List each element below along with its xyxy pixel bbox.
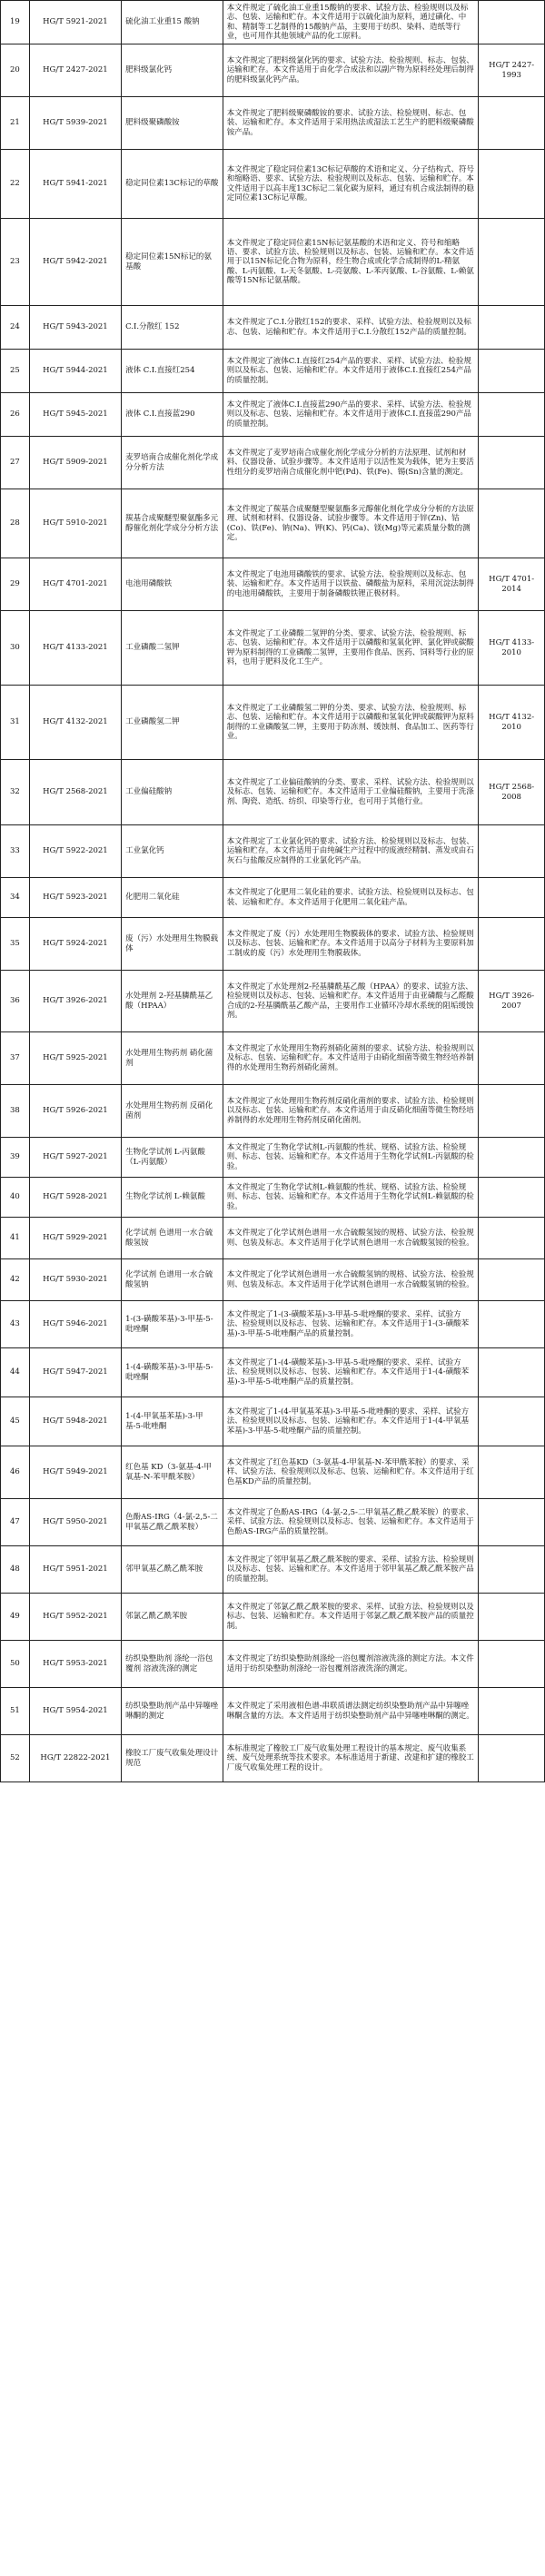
row-number: 30	[1, 611, 30, 686]
standard-name: 羰基合成聚醚型聚氨酯多元醇催化剂化学成分分析方法	[122, 489, 223, 558]
replaced-standard	[479, 1499, 545, 1546]
standard-scope: 本文件规定了工业磷酸二氢钾的分类、要求、试验方法、检验规则、标志、包装、运输和贮存。本文件适用于以磷酸和氢氧化钾、氯化钾或碳酸钾为原料制得的工业磷酸二氢钾，主要用作食品、医药、饲料等行业的原料，也用于肥料及化工生产。	[223, 611, 479, 686]
row-number: 43	[1, 1301, 30, 1348]
replaced-standard	[479, 97, 545, 150]
replaced-standard	[479, 1259, 545, 1301]
standard-number: HG/T 5947-2021	[29, 1348, 121, 1397]
replaced-standard: HG/T 4701-2014	[479, 558, 545, 611]
row-number: 36	[1, 971, 30, 1032]
table-row	[1, 1259, 545, 1301]
standard-scope: 本文件规定了麦罗培南合成催化剂化学成分分析的方法原理、试剂和材料、仪器设备、试验步骤等。本文件适用于以活性炭为载体，钯为主要活性组分的麦罗培南合成催化剂中钯(Pd)、铁(Fe)、锡(Sn)含量的测定。	[223, 437, 479, 489]
standard-name: 工业偏硅酸钠	[122, 760, 223, 825]
table-row	[1, 393, 545, 437]
replaced-standard	[479, 1218, 545, 1259]
table-row	[1, 489, 545, 558]
standard-name: 色酚AS-IRG（4-氯-2,5-二甲氧基乙酰乙酰苯胺）	[122, 1499, 223, 1546]
table-row	[1, 1348, 545, 1397]
standard-name: 纺织染整助剂产品中异噻唑啉酮的测定	[122, 1688, 223, 1735]
standard-name: 稳定同位素13C标记的草酸	[122, 150, 223, 219]
standard-number: HG/T 5944-2021	[29, 350, 121, 393]
table-row	[1, 1641, 545, 1688]
table-row	[1, 918, 545, 971]
standard-scope: 本文件规定了稳定同位素15N标记氨基酸的术语和定义、符号和缩略语、要求、试验方法、检验规则以及标志、包装、运输和贮存。本文件适用于以15N标记化合物为原料，经生物合成或化学合成制得的L-精氨酸、L-丙氨酸、L-天冬氨酸、L-亮氨酸、L-苯丙氨酸、L-谷氨酸、L-赖氨酸等15N标记氨基酸。	[223, 219, 479, 306]
table-row	[1, 437, 545, 489]
table-row	[1, 1446, 545, 1499]
table-row	[1, 219, 545, 306]
replaced-standard	[479, 1178, 545, 1218]
standard-name: 水处理用生物药剂 硝化菌剂	[122, 1032, 223, 1085]
row-number: 40	[1, 1178, 30, 1218]
table-row	[1, 44, 545, 97]
table-row	[1, 350, 545, 393]
standard-name: 肥料级氯化钙	[122, 44, 223, 97]
standard-scope: 本文件规定了废（污）水处理用生物膜载体的要求、试验方法、检验规则以及标志、包装、运输和贮存。本文件适用于以高分子材料为主要原料加工制成的废（污）水处理用生物膜载体。	[223, 918, 479, 971]
standard-name: 硫化油工业重15 酸钠	[122, 1, 223, 44]
standard-name: 液体 C.I.直接蓝290	[122, 393, 223, 437]
standard-number: HG/T 2568-2021	[29, 760, 121, 825]
table-row	[1, 971, 545, 1032]
standard-number: HG/T 2427-2021	[29, 44, 121, 97]
standard-scope: 本文件规定了化学试剂色谱用一水合硫酸氢铵的规格、试验方法、检验规则、包装及标志。本文件适用于化学试剂色谱用一水合硫酸氢铵的检验。	[223, 1218, 479, 1259]
standard-number: HG/T 5948-2021	[29, 1397, 121, 1446]
row-number: 49	[1, 1594, 30, 1641]
standard-name: 水处理用生物药剂 反硝化菌剂	[122, 1085, 223, 1138]
standard-scope: 本文件规定了邻甲氧基乙酰乙酰苯胺的要求、采样、试验方法、检验规则以及标志、包装、运输和贮存。本文件适用于邻甲氧基乙酰乙酰苯胺产品的质量控制。	[223, 1546, 479, 1594]
standard-name: 麦罗培南合成催化剂化学成分分析方法	[122, 437, 223, 489]
standard-name: 1-(4-甲氧基苯基)-3-甲基-5-吡唑酮	[122, 1397, 223, 1446]
row-number: 19	[1, 1, 30, 44]
replaced-standard: HG/T 4133-2010	[479, 611, 545, 686]
standard-name: 红色基 KD（3-氨基-4-甲氧基-N-苯甲酰苯胺）	[122, 1446, 223, 1499]
standard-number: HG/T 5953-2021	[29, 1641, 121, 1688]
standard-name: 邻甲氧基乙酰乙酰苯胺	[122, 1546, 223, 1594]
row-number: 22	[1, 150, 30, 219]
replaced-standard	[479, 350, 545, 393]
replaced-standard	[479, 918, 545, 971]
row-number: 32	[1, 760, 30, 825]
row-number: 44	[1, 1348, 30, 1397]
standard-number: HG/T 5909-2021	[29, 437, 121, 489]
standard-scope: 本文件规定了工业氯化钙的要求、试验方法、检验规则以及标志、包装、运输和贮存。本文件适用于由纯碱生产过程中的废液经精制、蒸发或由石灰石与盐酸反应制得的工业氯化钙产品。	[223, 825, 479, 878]
replaced-standard	[479, 1348, 545, 1397]
standard-number: HG/T 5952-2021	[29, 1594, 121, 1641]
replaced-standard	[479, 1032, 545, 1085]
standard-number: HG/T 5943-2021	[29, 306, 121, 350]
standard-name: 邻氯乙酰乙酰苯胺	[122, 1594, 223, 1641]
row-number: 38	[1, 1085, 30, 1138]
standard-name: 液体 C.I.直接红254	[122, 350, 223, 393]
standard-scope: 本文件规定了化学试剂色谱用一水合硫酸氢钠的规格、试验方法、检验规则、包装及标志。本文件适用于化学试剂色谱用一水合硫酸氢钠的检验。	[223, 1259, 479, 1301]
standard-name: 1-(3-磺酸苯基)-3-甲基-5-吡唑酮	[122, 1301, 223, 1348]
standard-scope: 本文件规定了色酚AS-IRG（4-氯-2,5-二甲氧基乙酰乙酰苯胺）的要求、采样、试验方法、检验规则以及标志、包装、运输和贮存。本文件适用于色酚AS-IRG产品的质量控制。	[223, 1499, 479, 1546]
row-number: 35	[1, 918, 30, 971]
standard-number: HG/T 4133-2021	[29, 611, 121, 686]
standard-name: C.I.分散红 152	[122, 306, 223, 350]
standard-number: HG/T 5945-2021	[29, 393, 121, 437]
replaced-standard	[479, 1, 545, 44]
standard-number: HG/T 5925-2021	[29, 1032, 121, 1085]
standard-name: 肥料级聚磷酸铵	[122, 97, 223, 150]
table-row	[1, 825, 545, 878]
row-number: 42	[1, 1259, 30, 1301]
standard-scope: 本文件规定了化肥用二氧化硅的要求、试验方法、检验规则以及标志、包装、运输和贮存。本文件适用于化肥用二氧化硅产品。	[223, 878, 479, 918]
standard-number: HG/T 5929-2021	[29, 1218, 121, 1259]
replaced-standard	[479, 219, 545, 306]
table-row	[1, 760, 545, 825]
standard-scope: 本文件规定了1-(3-磺酸苯基)-3-甲基-5-吡唑酮的要求、采样、试验方法、检验规则以及标志、包装、运输和贮存。本文件适用于1-(3-磺酸苯基)-3-甲基-5-吡唑酮产品的质量控制。	[223, 1301, 479, 1348]
replaced-standard	[479, 1301, 545, 1348]
row-number: 31	[1, 686, 30, 760]
standard-number: HG/T 5910-2021	[29, 489, 121, 558]
replaced-standard: HG/T 2427-1993	[479, 44, 545, 97]
row-number: 37	[1, 1032, 30, 1085]
standard-number: HG/T 5928-2021	[29, 1178, 121, 1218]
table-row	[1, 558, 545, 611]
standard-number: HG/T 5950-2021	[29, 1499, 121, 1546]
standard-number: HG/T 5927-2021	[29, 1138, 121, 1178]
standard-name: 电池用磷酸铁	[122, 558, 223, 611]
table-row	[1, 97, 545, 150]
table-row	[1, 1397, 545, 1446]
standard-scope: 本文件规定了工业磷酸氢二钾的分类、要求、试验方法、检验规则、标志、包装、运输和贮存。本文件适用于以磷酸和氢氧化钾或碳酸钾为原料制得的工业磷酸氢二钾，主要用于防冻剂、缓蚀剂、食品加工、医药等行业。	[223, 686, 479, 760]
standard-name: 橡胶工厂废气收集处理设计规范	[122, 1735, 223, 1782]
table-row	[1, 1594, 545, 1641]
standard-number: HG/T 5946-2021	[29, 1301, 121, 1348]
standard-scope: 本文件规定了液体C.I.直接蓝290产品的要求、采样、试验方法、检验规则以及标志、包装、运输和贮存。本文件适用于液体C.I.直接蓝290产品的质量控制。	[223, 393, 479, 437]
replaced-standard	[479, 1138, 545, 1178]
standard-scope: 本文件规定了水处理剂2-羟基膦酰基乙酸（HPAA）的要求、试验方法、检验规则以及标志、包装、运输和贮存。本文件适用于由亚磷酸与乙醛酸合成的2-羟基膦酰基乙酸产品，主要用作工业循环冷却水系统的阻垢缓蚀剂。	[223, 971, 479, 1032]
standard-name: 纺织染整助剂 涤纶一浴包覆剂 溶液洗涤的测定	[122, 1641, 223, 1688]
standard-scope: 本标准规定了橡胶工厂废气收集处理工程设计的基本规定、废气收集系统、废气处理系统等技术要求。本标准适用于新建、改建和扩建的橡胶工厂废气收集处理工程的设计。	[223, 1735, 479, 1782]
standard-number: HG/T 5922-2021	[29, 825, 121, 878]
replaced-standard	[479, 1688, 545, 1735]
row-number: 26	[1, 393, 30, 437]
standard-number: HG/T 22822-2021	[29, 1735, 121, 1782]
row-number: 28	[1, 489, 30, 558]
table-row	[1, 150, 545, 219]
replaced-standard	[479, 1397, 545, 1446]
standard-number: HG/T 5949-2021	[29, 1446, 121, 1499]
standard-scope: 本文件规定了工业偏硅酸钠的分类、要求、采样、试验方法、检验规则以及标志、包装、运输和贮存。本文件适用于工业偏硅酸钠，主要用于洗涤剂、陶瓷、造纸、纺织、印染等行业，也可用于其他行业。	[223, 760, 479, 825]
standard-scope: 本文件规定了羰基合成聚醚型聚氨酯多元醇催化剂化学成分分析的方法原理、试剂和材料、仪器设备、试验步骤等。本文件适用于锌(Zn)、钴(Co)、铁(Fe)、钠(Na)、钾(K)、钙(Ca)、镁(Mg)等元素质量分数的测定。	[223, 489, 479, 558]
table-row	[1, 878, 545, 918]
standard-scope: 本文件规定了稳定同位素13C标记草酸的术语和定义、分子结构式、符号和缩略语、要求、试验方法、检验规则以及标志、包装、运输和贮存。本文件适用于以高丰度13C标记二氧化碳为原料，通过有机合成法制得的稳定同位素13C标记草酸。	[223, 150, 479, 219]
standard-name: 1-(4-磺酸苯基)-3-甲基-5-吡唑酮	[122, 1348, 223, 1397]
table-row	[1, 1218, 545, 1259]
table-row	[1, 1, 545, 44]
table-row	[1, 306, 545, 350]
table-row	[1, 1688, 545, 1735]
replaced-standard	[479, 489, 545, 558]
standard-number: HG/T 5930-2021	[29, 1259, 121, 1301]
standard-number: HG/T 5924-2021	[29, 918, 121, 971]
replaced-standard	[479, 825, 545, 878]
standard-name: 化学试剂 色谱用一水合硫酸氢钠	[122, 1259, 223, 1301]
standard-number: HG/T 4132-2021	[29, 686, 121, 760]
standard-scope: 本文件规定了1-(4-磺酸苯基)-3-甲基-5-吡唑酮的要求、采样、试验方法、检验规则以及标志、包装、运输和贮存。本文件适用于1-(4-磺酸苯基)-3-甲基-5-吡唑酮产品的质量控制。	[223, 1348, 479, 1397]
standard-scope: 本文件规定了生物化学试剂L-丙氨酸的性状、规格、试验方法、检验规则、标志、包装、运输和贮存。本文件适用于生物化学试剂L-丙氨酸的检验。	[223, 1138, 479, 1178]
standard-scope: 本文件规定了邻氯乙酰乙酰苯胺的要求、采样、试验方法、检验规则以及标志、包装、运输和贮存。本文件适用于邻氯乙酰乙酰苯胺产品的质量控制。	[223, 1594, 479, 1641]
standard-scope: 本文件规定了红色基KD（3-氨基-4-甲氧基-N-苯甲酰苯胺）的要求、采样、试验方法、检验规则以及标志、包装、运输和贮存。本文件适用于红色基KD产品的质量控制。	[223, 1446, 479, 1499]
standard-name: 生物化学试剂 L-赖氨酸	[122, 1178, 223, 1218]
row-number: 21	[1, 97, 30, 150]
standard-name: 稳定同位素15N标记的氨基酸	[122, 219, 223, 306]
row-number: 25	[1, 350, 30, 393]
standard-number: HG/T 5951-2021	[29, 1546, 121, 1594]
replaced-standard	[479, 437, 545, 489]
standard-name: 化肥用二氧化硅	[122, 878, 223, 918]
replaced-standard	[479, 1641, 545, 1688]
standard-number: HG/T 5941-2021	[29, 150, 121, 219]
row-number: 52	[1, 1735, 30, 1782]
row-number: 41	[1, 1218, 30, 1259]
standard-scope: 本文件规定了肥料级氯化钙的要求、试验方法、检验规则、标志、包装、运输和贮存。本文件适用于由化学合成法和以副产物为原料经处理后制得的肥料级氯化钙产品。	[223, 44, 479, 97]
standard-scope: 本文件规定了1-(4-甲氧基苯基)-3-甲基-5-吡唑酮的要求、采样、试验方法、检验规则以及标志、包装、运输和贮存。本文件适用于1-(4-甲氧基苯基)-3-甲基-5-吡唑酮产品的质量控制。	[223, 1397, 479, 1446]
standard-number: HG/T 5942-2021	[29, 219, 121, 306]
standard-scope: 本文件规定了硫化油工业重15酸钠的要求、试验方法、检验规则以及标志、包装、运输和贮存。本文件适用于以硫化油为原料，通过磺化、中和、精制等工艺制得的15酸钠产品，主要用于纺织、染料、造纸等行业，也可用作其他领域产品的化工原料。	[223, 1, 479, 44]
standard-scope: 本文件规定了采用液相色谱-串联质谱法测定纺织染整助剂产品中异噻唑啉酮含量的方法。本文件适用于纺织染整助剂产品中异噻唑啉酮的测定。	[223, 1688, 479, 1735]
row-number: 46	[1, 1446, 30, 1499]
replaced-standard: HG/T 2568-2008	[479, 760, 545, 825]
standard-name: 化学试剂 色谱用一水合硫酸氢铵	[122, 1218, 223, 1259]
table-row	[1, 1499, 545, 1546]
row-number: 29	[1, 558, 30, 611]
standard-name: 工业氯化钙	[122, 825, 223, 878]
standard-number: HG/T 4701-2021	[29, 558, 121, 611]
replaced-standard	[479, 1594, 545, 1641]
replaced-standard	[479, 1085, 545, 1138]
row-number: 23	[1, 219, 30, 306]
row-number: 24	[1, 306, 30, 350]
standard-number: HG/T 3926-2021	[29, 971, 121, 1032]
standard-scope: 本文件规定了水处理用生物药剂硝化菌剂的要求、试验方法、检验规则以及标志、包装、运输和贮存。本文件适用于由硝化细菌等微生物经培养制得的水处理用生物药剂硝化菌剂。	[223, 1032, 479, 1085]
row-number: 51	[1, 1688, 30, 1735]
replaced-standard	[479, 1735, 545, 1782]
row-number: 27	[1, 437, 30, 489]
table-row	[1, 1032, 545, 1085]
table-row	[1, 1085, 545, 1138]
standard-number: HG/T 5926-2021	[29, 1085, 121, 1138]
table-row	[1, 1735, 545, 1782]
standard-scope: 本文件规定了电池用磷酸铁的要求、试验方法、检验规则以及标志、包装、运输和贮存。本文件适用于以铁盐、磷酸盐为原料，采用沉淀法制得的电池用磷酸铁，主要用于制备磷酸铁锂正极材料。	[223, 558, 479, 611]
standard-name: 工业磷酸氢二钾	[122, 686, 223, 760]
row-number: 34	[1, 878, 30, 918]
table-row	[1, 1138, 545, 1178]
standard-name: 废（污）水处理用生物膜载体	[122, 918, 223, 971]
replaced-standard	[479, 1546, 545, 1594]
standard-name: 生物化学试剂 L-丙氨酸（L-丙氨酸）	[122, 1138, 223, 1178]
table-row	[1, 1301, 545, 1348]
row-number: 50	[1, 1641, 30, 1688]
replaced-standard: HG/T 4132-2010	[479, 686, 545, 760]
replaced-standard	[479, 393, 545, 437]
standard-scope: 本文件规定了肥料级聚磷酸铵的要求、试验方法、检验规则、标志、包装、运输和贮存。本文件适用于采用热法或湿法工艺生产的肥料级聚磷酸铵产品。	[223, 97, 479, 150]
standard-number: HG/T 5954-2021	[29, 1688, 121, 1735]
standard-name: 工业磷酸二氢钾	[122, 611, 223, 686]
standard-number: HG/T 5921-2021	[29, 1, 121, 44]
table-row	[1, 1546, 545, 1594]
row-number: 20	[1, 44, 30, 97]
replaced-standard	[479, 1446, 545, 1499]
replaced-standard	[479, 306, 545, 350]
replaced-standard	[479, 878, 545, 918]
standard-scope: 本文件规定了液体C.I.直接红254产品的要求、采样、试验方法、检验规则以及标志、包装、运输和贮存。本文件适用于液体C.I.直接红254产品的质量控制。	[223, 350, 479, 393]
standard-scope: 本文件规定了C.I.分散红152的要求、采样、试验方法、检验规则以及标志、包装、运输和贮存。本文件适用于C.I.分散红152产品的质量控制。	[223, 306, 479, 350]
replaced-standard: HG/T 3926-2007	[479, 971, 545, 1032]
standard-scope: 本文件规定了水处理用生物药剂反硝化菌剂的要求、试验方法、检验规则以及标志、包装、运输和贮存。本文件适用于由反硝化细菌等微生物经培养制得的水处理用生物药剂反硝化菌剂。	[223, 1085, 479, 1138]
standard-number: HG/T 5939-2021	[29, 97, 121, 150]
row-number: 33	[1, 825, 30, 878]
table-row	[1, 611, 545, 686]
row-number: 47	[1, 1499, 30, 1546]
row-number: 39	[1, 1138, 30, 1178]
standard-scope: 本文件规定了纺织染整助剂涤纶一浴包覆剂溶液洗涤的测定方法。本文件适用于纺织染整助剂涤纶一浴包覆剂溶液洗涤的测定。	[223, 1641, 479, 1688]
table-row	[1, 1178, 545, 1218]
standard-number: HG/T 5923-2021	[29, 878, 121, 918]
table-row	[1, 686, 545, 760]
standard-name: 水处理剂 2-羟基膦酰基乙酸（HPAA）	[122, 971, 223, 1032]
row-number: 45	[1, 1397, 30, 1446]
standard-scope: 本文件规定了生物化学试剂L-赖氨酸的性状、规格、试验方法、检验规则、标志、包装、运输和贮存。本文件适用于生物化学试剂L-赖氨酸的检验。	[223, 1178, 479, 1218]
replaced-standard	[479, 150, 545, 219]
row-number: 48	[1, 1546, 30, 1594]
standards-table-body	[1, 1, 545, 1782]
